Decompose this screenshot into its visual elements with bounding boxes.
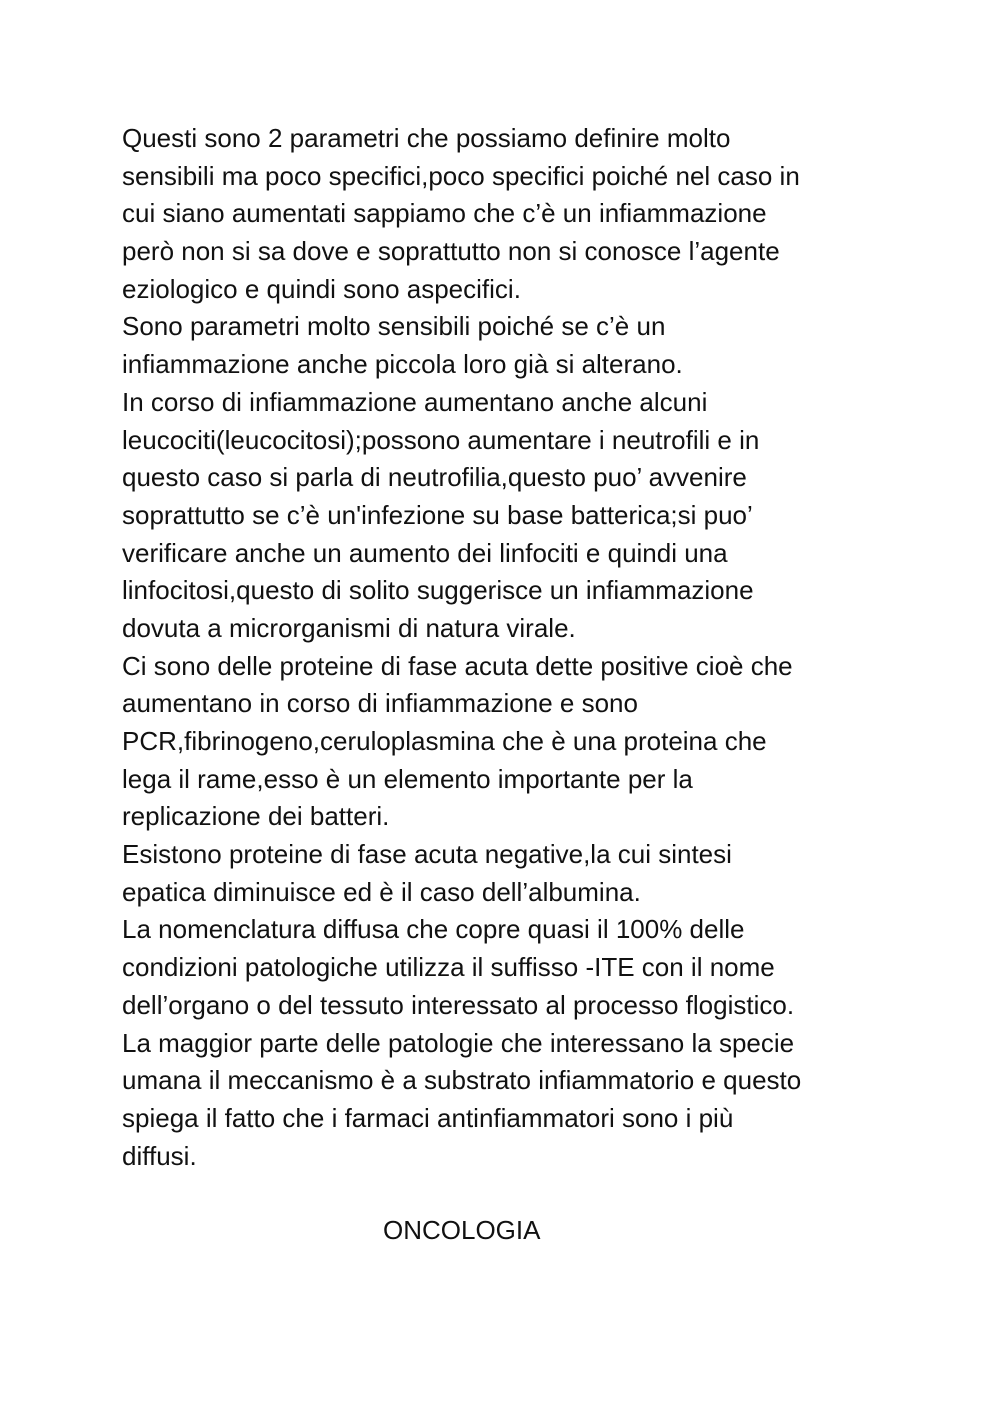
text-line: Questi sono 2 parametri che possiamo definire molto: [122, 123, 731, 153]
text-line: dovuta a microrganismi di natura virale.: [122, 612, 576, 643]
text-line: cui siano aumentati sappiamo che c’è un infiammazione: [122, 198, 767, 229]
text-line: infiammazione anche piccola loro già si alterano.: [122, 349, 683, 380]
text-line: PCR,fibrinogeno,ceruloplasmina che è una proteina che: [122, 726, 767, 756]
text-line: leucociti(leucocitosi);possono aumentare i neutrofili e in: [122, 424, 760, 455]
text-line: In corso di infiammazione aumentano anche alcuni: [122, 386, 708, 417]
text-line: Ci sono delle proteine di fase acuta dette positive cioè che: [122, 650, 793, 681]
section-heading: ONCOLOGIA: [383, 1215, 541, 1245]
text-line: spiega il fatto che i farmaci antinfiammatori sono i più: [122, 1102, 734, 1133]
text-line: replicazione dei batteri.: [122, 801, 390, 832]
text-line: però non si sa dove e soprattutto non si conosce l’agente: [122, 236, 780, 267]
text-line: questo caso si parla di neutrofilia,questo puo’ avvenire: [122, 462, 747, 493]
text-line: sensibili ma poco specifici,poco specifici poiché nel caso in: [122, 160, 800, 191]
body-text: [122, 120, 922, 1175]
text-line: linfocitosi,questo di solito suggerisce un infiammazione: [122, 575, 754, 606]
text-line: aumentano in corso di infiammazione e sono: [122, 688, 638, 719]
text-line: lega il rame,esso è un elemento importante per la: [122, 763, 693, 794]
text-line: Esistono proteine di fase acuta negative,la cui sintesi: [122, 839, 732, 870]
text-line: verificare anche un aumento dei linfociti e quindi una: [122, 537, 728, 568]
text-line: dell’organo o del tessuto interessato al processo flogistico.: [122, 989, 795, 1020]
text-line: eziologico e quindi sono aspecifici.: [122, 273, 521, 304]
text-line: diffusi.: [122, 1140, 197, 1171]
text-line: condizioni patologiche utilizza il suffisso -ITE con il nome: [122, 952, 775, 983]
text-line: La nomenclatura diffusa che copre quasi il 100% delle: [122, 914, 745, 945]
text-line: soprattutto se c’è un'infezione su base batterica;si puo’: [122, 499, 753, 530]
text-line: umana il meccanismo è a substrato infiammatorio e questo: [122, 1065, 802, 1096]
text-line: La maggior parte delle patologie che interessano la specie: [122, 1027, 795, 1058]
text-line: epatica diminuisce ed è il caso dell’albumina.: [122, 876, 641, 907]
text-line: Sono parametri molto sensibili poiché se c’è un: [122, 311, 666, 342]
